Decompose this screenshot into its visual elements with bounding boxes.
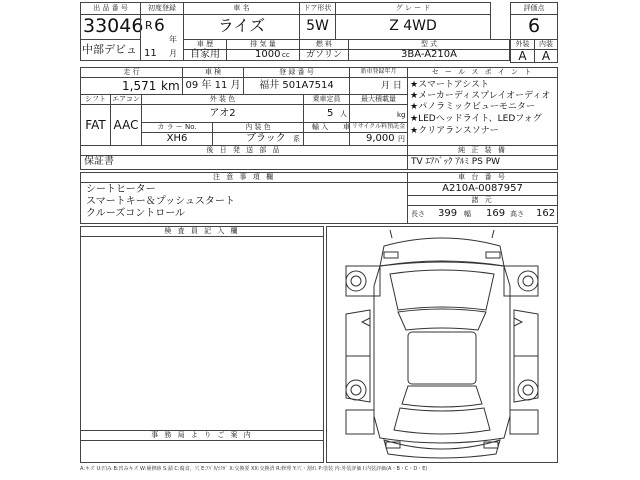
grade: Z 4WD [389,18,437,34]
displacement-unit: cc [282,51,290,59]
damage-legend: A:キズ U:凹み B:凹みキズ W:補修跡 S:錆 C:腐食、穴 E:ｱﾊﾞﾀ/ｴｸﾎﾞ X:交換要 XX:交換済 R:修理 Y:穴・割れ P:塗装 内:外装評価 I:内装評価(A・B・C・D・E) [80,466,428,472]
plate: 福井 501A7514 [259,80,334,91]
chassis-number: A210A-0087957 [442,183,523,194]
note-item: クルーズコントロール [86,208,185,219]
inspection: 09 年 11 月 [185,80,241,91]
import-label: 輸 入 [312,123,329,131]
office-box [80,440,324,463]
capacity-label: 乗車定員 [312,95,341,103]
height: 162 [536,208,556,219]
load-unit: kg [397,111,406,119]
width-label: 幅 [464,210,471,218]
mileage: 1,571 [122,79,157,93]
options: TV ｴｱﾊﾞｯｸ ｱﾙﾐ PS PW [411,157,501,167]
shift-label: シフト [85,95,106,103]
sales-point-item: ★スマートアシスト [410,80,489,90]
color-no-label: カ ラ ー No. [157,123,197,131]
grade-label: グ レ ー ド [395,4,431,12]
lot-label: 出 品 番 号 [93,4,128,12]
import-cell [303,132,350,146]
inspection-label: 車 検 [204,68,222,76]
sales-point-item: ★パノラミックビューモニター [410,102,535,112]
inspector-box [80,236,324,431]
remaining-label: 新車登録年月 [360,68,397,75]
recycle: 9,000 [366,133,395,144]
docs: 保証書 [84,156,114,167]
length-label: 長さ [411,210,425,218]
reg-month-unit: 月 [169,49,177,58]
usage: 自家用 [190,49,220,60]
lot-number: 33046 [83,15,144,37]
first-reg-label: 初度登録 [148,4,176,12]
exterior-label: 外装 [515,40,530,48]
note-item: スマートキー＆プッシュスタート [86,196,235,207]
width: 169 [486,208,506,219]
car-name-label: 車 名 [233,4,250,12]
score-label: 評価点 [523,4,545,12]
color: アオ2 [209,108,236,119]
sales-point-item: ★LEDヘッドライト、LEDフォグ [410,114,542,124]
venue: 中部デビュ [82,43,137,56]
door-label: ドア形状 [303,4,332,12]
height-label: 高さ [510,210,524,218]
load-label: 最大積載量 [361,95,396,103]
import-unit: 車 [343,123,350,131]
color-no: XH6 [166,133,188,144]
interior-label: 内装 [539,40,553,48]
ac-label: エアコン [112,95,140,103]
reg-year-unit: 年 [169,35,177,44]
model-code: 3BA-A210A [400,49,457,60]
sales-point-item: ★クリアランスソナー [410,126,499,136]
score: 6 [527,15,541,37]
chassis-label: 車 台 番 号 [458,173,507,181]
mileage-label: 走 行 [123,68,140,76]
docs-cell [80,155,408,170]
office-label: 事 務 局 よ り ご 案 内 [151,431,253,439]
ac: AAC [113,118,139,132]
displacement: 1000 [255,49,281,60]
dimensions-label: 諸 元 [471,196,494,204]
recycle-label: リサイクル料預託金 [351,123,406,130]
fuel-label: 燃 料 [315,40,333,48]
shift: FAT [85,118,106,132]
door-type: 5W [306,18,329,34]
inspector-label: 検 査 員 記 入 欄 [164,227,240,235]
car-diagram [326,226,558,463]
note-item: シートヒーター [86,184,156,195]
fuel: ガソリン [305,50,342,60]
interior-color-label: 内 装 色 [245,123,271,131]
length: 399 [438,208,458,219]
notes-label: 注 意 事 項 欄 [213,173,275,181]
car-name: ライズ [217,16,266,35]
usage-label: 車 歴 [196,40,214,48]
exterior-grade: A [518,49,527,63]
capacity: 5 [327,108,334,119]
docs-label: 後 日 発 送 部 品 [206,146,282,154]
capacity-unit: 人 [340,110,347,118]
interior-color: ブラック [246,133,286,144]
recycle-unit: 円 [398,135,405,143]
displacement-label: 排 気 量 [250,40,276,48]
mileage-unit: km [161,79,180,93]
reg-month: 11 [144,48,157,59]
remaining: 月 日 [381,81,402,91]
reg-year: 6 [154,16,165,36]
reg-era: R [145,19,153,32]
interior-color-unit: 系 [293,135,300,143]
plate-label: 登 録 番 号 [279,68,314,76]
model-label: 型 式 [420,40,438,48]
interior-grade: A [541,49,551,63]
color-label: 外 装 色 [209,95,236,103]
options-label: 純 正 装 備 [458,146,507,154]
sales-points-label: セ ー ル ス ポ イ ン ト [431,68,534,76]
sales-point-item: ★メーカーディスプレイオーディオ [410,91,551,101]
